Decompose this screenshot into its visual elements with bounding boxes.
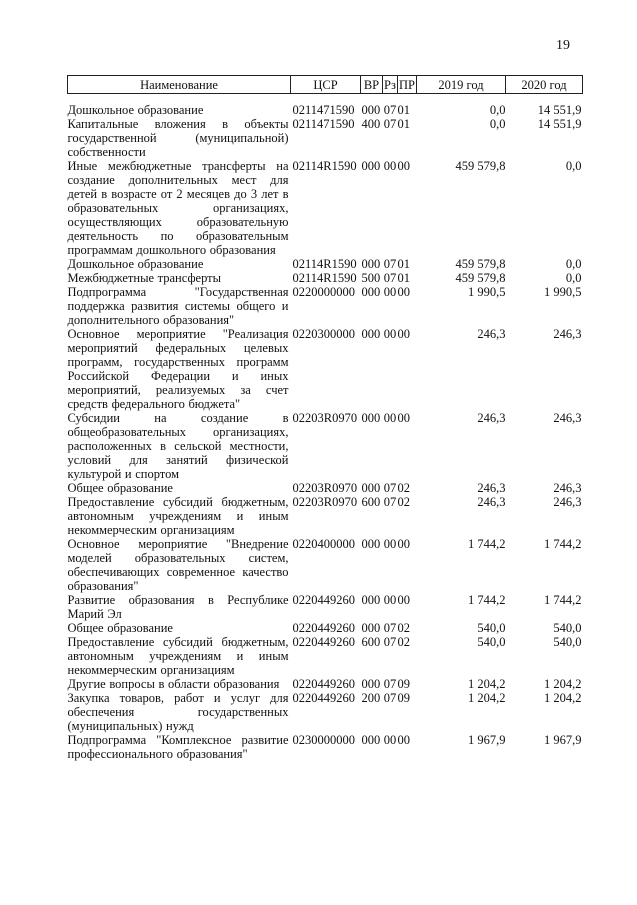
row-value-2020: 1 204,2 xyxy=(544,691,582,705)
row-vr: 600 xyxy=(361,635,381,649)
budget-table xyxy=(67,75,583,761)
row-vr: 000 xyxy=(361,677,381,691)
row-value-2019: 1 967,9 xyxy=(468,733,506,747)
row-name: Другие вопросы в области образования xyxy=(67,677,280,691)
row-vr: 600 xyxy=(361,495,381,509)
row-value-2019: 1 744,2 xyxy=(468,593,506,607)
header-name: Наименование xyxy=(68,76,291,94)
row-pr: 02 xyxy=(397,635,410,649)
row-csr: 0220000000 xyxy=(292,285,355,299)
header-2019: 2019 год xyxy=(417,76,506,94)
row-vr: 000 xyxy=(361,327,381,341)
row-value-2019: 540,0 xyxy=(477,621,506,635)
row-pr: 00 xyxy=(397,327,410,341)
row-csr: 0211471590 xyxy=(292,117,355,131)
table-row xyxy=(68,537,583,593)
row-csr: 02114R1590 xyxy=(292,257,357,271)
row-value-2019: 459 579,8 xyxy=(455,159,506,173)
row-rz: 00 xyxy=(383,593,397,607)
header-csr: ЦСР xyxy=(291,76,361,94)
row-rz: 00 xyxy=(383,327,397,341)
row-value-2019: 1 744,2 xyxy=(468,537,506,551)
row-value-2019: 246,3 xyxy=(477,495,506,509)
table-row xyxy=(68,677,583,691)
row-value-2019: 0,0 xyxy=(489,117,506,131)
row-value-2019: 1 204,2 xyxy=(468,677,506,691)
row-value-2020: 14 551,9 xyxy=(537,117,582,131)
table-row xyxy=(68,593,583,621)
row-name: Субсидии на создание в общеобразовательных организациях, расположенных в сельской местности, условий для занятий физической культурой и спортом xyxy=(67,411,289,481)
row-value-2020: 246,3 xyxy=(553,481,582,495)
row-rz: 00 xyxy=(383,733,397,747)
row-value-2020: 1 967,9 xyxy=(544,733,582,747)
row-name: Предоставление субсидий бюджетным, автономным учреждениям и иным некоммерческим организациям xyxy=(67,495,289,537)
row-rz: 07 xyxy=(383,635,397,649)
row-rz: 00 xyxy=(383,537,397,551)
row-rz: 07 xyxy=(383,103,397,117)
table-row xyxy=(68,94,583,118)
row-value-2019: 246,3 xyxy=(477,411,506,425)
row-name: Общее образование xyxy=(67,481,173,495)
row-rz: 07 xyxy=(383,691,397,705)
row-vr: 000 xyxy=(361,159,381,173)
row-value-2020: 540,0 xyxy=(553,621,582,635)
row-name: Общее образование xyxy=(67,621,173,635)
table-row xyxy=(68,481,583,495)
row-vr: 000 xyxy=(361,537,381,551)
row-value-2019: 246,3 xyxy=(477,327,506,341)
header-pr: ПР xyxy=(398,76,417,94)
row-vr: 200 xyxy=(361,691,381,705)
row-pr: 00 xyxy=(397,411,410,425)
row-value-2019: 1 990,5 xyxy=(468,285,506,299)
row-name: Межбюджетные трансферты xyxy=(67,271,222,285)
row-pr: 01 xyxy=(397,117,410,131)
row-rz: 07 xyxy=(383,621,397,635)
row-name: Дошкольное образование xyxy=(67,103,204,117)
table-row xyxy=(68,271,583,285)
row-csr: 0220449260 xyxy=(292,691,355,705)
table-row xyxy=(68,411,583,481)
row-rz: 00 xyxy=(383,285,397,299)
row-csr: 0220449260 xyxy=(292,621,355,635)
row-value-2020: 246,3 xyxy=(553,327,582,341)
header-row xyxy=(68,76,583,94)
row-pr: 00 xyxy=(397,593,410,607)
row-name: Основное мероприятие "Внедрение моделей образовательных систем, обеспечивающих современное качество образования" xyxy=(67,537,289,593)
row-csr: 0211471590 xyxy=(292,103,355,117)
header-2020: 2020 год xyxy=(506,76,583,94)
table-row xyxy=(68,495,583,537)
row-csr: 0230000000 xyxy=(292,733,355,747)
table-row xyxy=(68,257,583,271)
row-rz: 07 xyxy=(383,271,397,285)
row-pr: 09 xyxy=(397,677,410,691)
row-value-2020: 1 204,2 xyxy=(544,677,582,691)
row-pr: 01 xyxy=(397,103,410,117)
row-value-2019: 0,0 xyxy=(489,103,506,117)
table-row xyxy=(68,621,583,635)
row-vr: 500 xyxy=(361,271,381,285)
table-row xyxy=(68,327,583,411)
row-value-2020: 1 744,2 xyxy=(544,593,582,607)
row-vr: 000 xyxy=(361,257,381,271)
row-pr: 09 xyxy=(397,691,410,705)
row-csr: 02114R1590 xyxy=(292,271,357,285)
row-rz: 07 xyxy=(383,257,397,271)
row-csr: 0220449260 xyxy=(292,593,355,607)
row-value-2019: 459 579,8 xyxy=(455,271,506,285)
row-name: Иные межбюджетные трансферты на создание дополнительных мест для детей в возрасте от 2 месяцев до 3 лет в образовательных организациях, осуществляющих образовательную деятельность по образовательным программам дошкольного образования xyxy=(67,159,289,257)
row-rz: 07 xyxy=(383,481,397,495)
row-rz: 00 xyxy=(383,159,397,173)
row-pr: 02 xyxy=(397,621,410,635)
table-row xyxy=(68,285,583,327)
table-body xyxy=(68,94,583,762)
table-row xyxy=(68,691,583,733)
header-vr: ВР xyxy=(361,76,383,94)
row-pr: 01 xyxy=(397,257,410,271)
row-pr: 00 xyxy=(397,159,410,173)
row-vr: 000 xyxy=(361,481,381,495)
row-name: Дошкольное образование xyxy=(67,257,204,271)
table-row xyxy=(68,635,583,677)
row-csr: 02203R0970 xyxy=(292,481,358,495)
row-value-2020: 0,0 xyxy=(565,159,582,173)
row-vr: 000 xyxy=(361,733,381,747)
row-vr: 000 xyxy=(361,103,381,117)
row-value-2020: 0,0 xyxy=(565,271,582,285)
row-value-2020: 14 551,9 xyxy=(537,103,582,117)
row-value-2020: 1 990,5 xyxy=(544,285,582,299)
row-name: Капитальные вложения в объекты государственной (муниципальной) собственности xyxy=(67,117,289,159)
row-vr: 000 xyxy=(361,411,381,425)
row-name: Предоставление субсидий бюджетным, автономным учреждениям и иным некоммерческим организациям xyxy=(67,635,289,677)
row-value-2019: 540,0 xyxy=(477,635,506,649)
row-pr: 02 xyxy=(397,481,410,495)
page-number: 19 xyxy=(556,38,570,53)
row-csr: 0220449260 xyxy=(292,677,355,691)
row-pr: 00 xyxy=(397,285,410,299)
row-name: Подпрограмма "Государственная поддержка развития системы общего и дополнительного образования" xyxy=(67,285,289,327)
table-row xyxy=(68,159,583,257)
row-value-2020: 1 744,2 xyxy=(544,537,582,551)
row-name: Основное мероприятие "Реализация мероприятий федеральных целевых программ, государственных программ Российской Федерации и иных мероприятий, реализуемых за счет средств федерального бюджета" xyxy=(67,327,289,411)
row-csr: 0220300000 xyxy=(292,327,355,341)
row-rz: 07 xyxy=(383,495,397,509)
row-csr: 02114R1590 xyxy=(292,159,357,173)
row-rz: 07 xyxy=(383,117,397,131)
row-value-2019: 459 579,8 xyxy=(455,257,506,271)
row-pr: 00 xyxy=(397,537,410,551)
table-row xyxy=(68,733,583,761)
table-row xyxy=(68,117,583,159)
header-rz: Рз xyxy=(383,76,398,94)
row-rz: 00 xyxy=(383,411,397,425)
row-rz: 07 xyxy=(383,677,397,691)
row-value-2020: 246,3 xyxy=(553,495,582,509)
row-value-2019: 1 204,2 xyxy=(468,691,506,705)
row-value-2019: 246,3 xyxy=(477,481,506,495)
row-value-2020: 246,3 xyxy=(553,411,582,425)
table-header xyxy=(68,76,583,94)
row-vr: 000 xyxy=(361,285,381,299)
row-csr: 02203R0970 xyxy=(292,495,358,509)
row-csr: 0220400000 xyxy=(292,537,355,551)
row-vr: 000 xyxy=(361,593,381,607)
row-pr: 00 xyxy=(397,733,410,747)
row-pr: 01 xyxy=(397,271,410,285)
row-pr: 02 xyxy=(397,495,410,509)
row-csr: 0220449260 xyxy=(292,635,355,649)
row-vr: 000 xyxy=(361,621,381,635)
row-value-2020: 540,0 xyxy=(553,635,582,649)
row-csr: 02203R0970 xyxy=(292,411,358,425)
row-name: Подпрограмма "Комплексное развитие профессионального образования" xyxy=(67,733,289,761)
row-name: Развитие образования в Республике Марий Эл xyxy=(67,593,289,621)
row-vr: 400 xyxy=(361,117,381,131)
row-value-2020: 0,0 xyxy=(565,257,582,271)
row-name: Закупка товаров, работ и услуг для обеспечения государственных (муниципальных) нужд xyxy=(67,691,289,733)
